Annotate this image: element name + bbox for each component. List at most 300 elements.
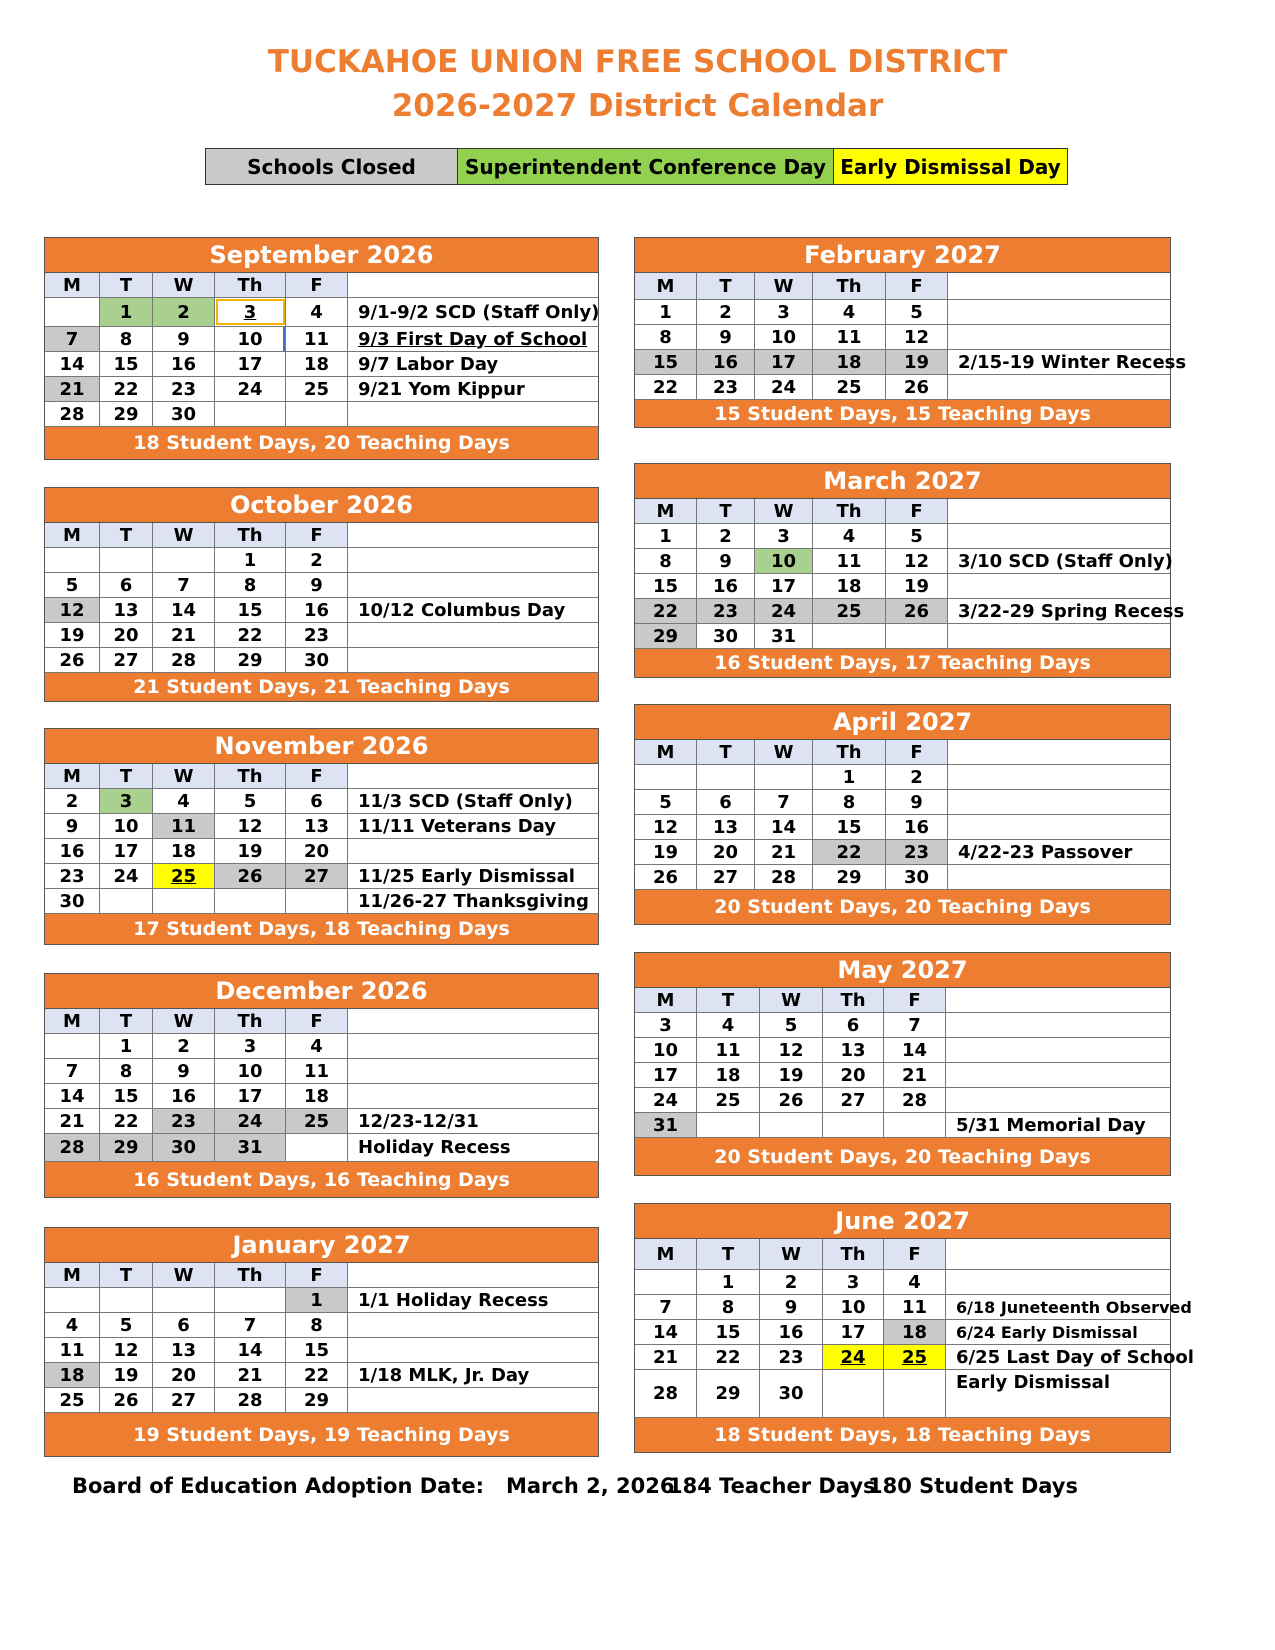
- legend-early-dismissal-day: Early Dismissal Day: [834, 149, 1067, 184]
- day-cell: 30: [153, 1134, 215, 1161]
- day-cell: [286, 402, 348, 426]
- week-row: [45, 1059, 598, 1084]
- legend-schools-closed: Schools Closed: [206, 149, 458, 184]
- week-row: [635, 840, 1170, 865]
- day-cell: 5: [886, 524, 948, 548]
- calendar-jun: [634, 1203, 1194, 1453]
- day-cell: 8: [635, 325, 697, 349]
- day-cell: 3: [215, 298, 286, 326]
- day-cell: 2: [886, 765, 948, 789]
- day-cell: 18: [813, 574, 886, 598]
- day-cell: 27: [286, 864, 348, 888]
- notes-header: [348, 273, 597, 297]
- weekday-header: M: [45, 764, 100, 788]
- day-cell: 12: [215, 814, 286, 838]
- day-cell: 18: [153, 839, 215, 863]
- day-cell: 3: [635, 1013, 697, 1037]
- day-cell: [635, 765, 697, 789]
- week-row: [635, 1370, 1170, 1418]
- day-cell: 9: [45, 814, 100, 838]
- day-cell: 9: [886, 790, 948, 814]
- day-cell: 18: [697, 1063, 760, 1087]
- day-cell: 16: [697, 350, 755, 374]
- day-cell: 31: [215, 1134, 286, 1161]
- day-cell: 19: [760, 1063, 823, 1087]
- day-cell: 28: [153, 648, 215, 672]
- event-note: [948, 765, 1169, 789]
- day-cell: 22: [635, 375, 697, 399]
- weekday-header: Th: [813, 740, 886, 764]
- day-cell: 25: [884, 1345, 946, 1369]
- day-cell: 10: [755, 325, 813, 349]
- day-cell: 15: [635, 350, 697, 374]
- weekday-header: F: [286, 273, 348, 297]
- week-row: [45, 352, 598, 377]
- event-note: [348, 1034, 597, 1058]
- week-row: [635, 1038, 1170, 1063]
- weekday-header-row: [635, 499, 1170, 524]
- day-cell: 16: [760, 1320, 823, 1344]
- day-cell: 12: [100, 1338, 153, 1362]
- month-title: March 2027: [635, 464, 1170, 499]
- day-cell: 9: [153, 327, 215, 351]
- event-note: 3/10 SCD (Staff Only): [958, 550, 1173, 572]
- event-note: [948, 524, 1169, 548]
- day-cell: 25: [286, 377, 348, 401]
- day-cell: 26: [100, 1388, 153, 1412]
- day-cell: 3: [215, 1034, 286, 1058]
- day-cell: 29: [100, 1134, 153, 1161]
- week-row: [45, 548, 598, 573]
- event-note: [948, 375, 1169, 399]
- day-cell: 9: [697, 325, 755, 349]
- day-cell: 12: [635, 815, 697, 839]
- day-cell: 1: [697, 1270, 760, 1294]
- weekday-header: W: [153, 1009, 215, 1033]
- day-cell: 8: [215, 573, 286, 597]
- day-cell: 30: [760, 1370, 823, 1417]
- day-cell: 23: [45, 864, 100, 888]
- weekday-header: W: [755, 499, 813, 523]
- calendar-subtitle: 2026-2027 District Calendar: [391, 88, 884, 124]
- day-cell: 15: [697, 1320, 760, 1344]
- calendar-sep: [44, 237, 599, 460]
- week-row: [635, 865, 1170, 890]
- month-title: February 2027: [635, 238, 1170, 273]
- day-cell: 14: [635, 1320, 697, 1344]
- weekday-header: F: [884, 988, 946, 1012]
- event-note: [948, 865, 1169, 889]
- week-row: [45, 573, 598, 598]
- day-cell: 1: [635, 300, 697, 324]
- day-cell: 4: [45, 1313, 100, 1337]
- day-cell: [286, 1134, 348, 1161]
- day-cell: 24: [755, 375, 813, 399]
- day-cell: 24: [215, 1109, 286, 1133]
- week-row: [45, 839, 598, 864]
- week-row: [635, 375, 1170, 400]
- day-cell: 16: [153, 352, 215, 376]
- day-cell: 6: [153, 1313, 215, 1337]
- day-cell: 22: [635, 599, 697, 623]
- day-cell: 8: [286, 1313, 348, 1337]
- month-title: November 2026: [45, 729, 598, 764]
- week-row: [45, 814, 598, 839]
- weekday-header: T: [100, 523, 153, 547]
- day-cell: 5: [100, 1313, 153, 1337]
- day-cell: 20: [286, 839, 348, 863]
- weekday-header: M: [635, 1239, 697, 1269]
- day-cell: 7: [45, 1059, 100, 1083]
- day-cell: [215, 1288, 286, 1312]
- event-note: [948, 624, 1169, 648]
- day-cell: 27: [100, 648, 153, 672]
- day-cell: 2: [153, 1034, 215, 1058]
- weekday-header: W: [153, 764, 215, 788]
- day-cell: 27: [153, 1388, 215, 1412]
- weekday-header-row: [635, 740, 1170, 765]
- notes-header: [348, 764, 597, 788]
- day-cell: 27: [697, 865, 755, 889]
- week-row: [45, 598, 598, 623]
- week-row: [45, 1363, 598, 1388]
- day-cell: 24: [100, 864, 153, 888]
- day-cell: [697, 765, 755, 789]
- day-cell: 30: [45, 889, 100, 913]
- notes-header: [348, 1263, 597, 1287]
- day-cell: 10: [100, 814, 153, 838]
- event-note: Early Dismissal: [956, 1372, 1110, 1393]
- weekday-header: Th: [215, 1263, 286, 1287]
- week-row: [635, 1063, 1170, 1088]
- notes-header: [948, 273, 1169, 299]
- day-cell: 17: [823, 1320, 884, 1344]
- day-cell: 8: [813, 790, 886, 814]
- day-cell: 12: [886, 549, 948, 573]
- calendar-apr: [634, 704, 1171, 925]
- day-cell: [697, 1113, 760, 1137]
- day-cell: [100, 1288, 153, 1312]
- day-cell: [45, 1288, 100, 1312]
- week-row: [635, 599, 1185, 624]
- weekday-header: W: [755, 273, 813, 299]
- day-cell: 19: [45, 623, 100, 647]
- notes-header: [946, 1239, 1169, 1269]
- day-cell: [153, 1288, 215, 1312]
- adoption-date: [72, 1474, 674, 1498]
- event-note: [946, 1063, 1169, 1087]
- notes-header: [948, 499, 1169, 523]
- day-cell: 25: [697, 1088, 760, 1112]
- day-cell: 11: [697, 1038, 760, 1062]
- day-cell: 19: [635, 840, 697, 864]
- weekday-header: T: [697, 740, 755, 764]
- day-cell: [813, 624, 886, 648]
- day-cell: 24: [823, 1345, 884, 1369]
- day-cell: 22: [100, 1109, 153, 1133]
- event-note: 4/22-23 Passover: [958, 841, 1133, 863]
- day-cell: 7: [755, 790, 813, 814]
- day-cell: 22: [813, 840, 886, 864]
- day-cell: 7: [635, 1295, 697, 1319]
- day-cell: 22: [215, 623, 286, 647]
- week-row: [635, 1270, 1170, 1295]
- day-cell: 5: [215, 789, 286, 813]
- day-cell: 2: [153, 298, 215, 326]
- day-cell: 8: [100, 327, 153, 351]
- day-cell: 10: [215, 327, 286, 351]
- event-note: 3/22-29 Spring Recess: [958, 600, 1185, 622]
- month-day-count: 16 Student Days, 16 Teaching Days: [45, 1162, 598, 1197]
- weekday-header: W: [153, 1263, 215, 1287]
- adoption-date-value: March 2, 2026: [505, 1474, 675, 1498]
- calendar-may: [634, 952, 1171, 1176]
- event-note: [948, 325, 1169, 349]
- notes-header: [948, 740, 1169, 764]
- day-cell: 23: [697, 599, 755, 623]
- day-cell: 19: [886, 350, 948, 374]
- day-cell: 16: [286, 598, 348, 622]
- student-days-total: 180 Student Days: [868, 1474, 1078, 1498]
- day-cell: 20: [100, 623, 153, 647]
- day-cell: 9: [286, 573, 348, 597]
- day-cell: 11: [45, 1338, 100, 1362]
- day-cell: 10: [823, 1295, 884, 1319]
- day-cell: [215, 402, 286, 426]
- day-cell: 28: [45, 1134, 100, 1161]
- calendar-nov: [44, 728, 599, 945]
- day-cell: 12: [45, 598, 100, 622]
- week-row: [45, 402, 598, 427]
- weekday-header: M: [45, 1009, 100, 1033]
- day-cell: [215, 889, 286, 913]
- day-cell: [100, 548, 153, 572]
- day-cell: 15: [100, 1084, 153, 1108]
- weekday-header: F: [286, 1009, 348, 1033]
- day-cell: 18: [813, 350, 886, 374]
- day-cell: 21: [45, 377, 100, 401]
- week-row: [45, 298, 598, 327]
- day-cell: 26: [635, 865, 697, 889]
- week-row: [635, 549, 1173, 574]
- teacher-days-total: 184 Teacher Days: [668, 1474, 876, 1498]
- day-cell: 14: [755, 815, 813, 839]
- event-note: 6/24 Early Dismissal: [956, 1322, 1138, 1342]
- day-cell: 7: [45, 327, 100, 351]
- day-cell: 2: [286, 548, 348, 572]
- day-cell: [286, 889, 348, 913]
- day-cell: 26: [886, 599, 948, 623]
- month-title: May 2027: [635, 953, 1170, 988]
- day-cell: 21: [755, 840, 813, 864]
- day-cell: 9: [153, 1059, 215, 1083]
- day-cell: 3: [823, 1270, 884, 1294]
- day-cell: 6: [100, 573, 153, 597]
- legend: [205, 148, 1068, 185]
- day-cell: 15: [100, 352, 153, 376]
- day-cell: 17: [755, 350, 813, 374]
- day-cell: 25: [813, 375, 886, 399]
- week-row: [45, 889, 598, 914]
- day-cell: [153, 548, 215, 572]
- day-cell: 18: [884, 1320, 946, 1344]
- day-cell: 13: [286, 814, 348, 838]
- day-cell: 14: [215, 1338, 286, 1362]
- calendar-feb: [634, 237, 1187, 428]
- event-note: 9/7 Labor Day: [358, 353, 499, 375]
- day-cell: 11: [286, 1059, 348, 1083]
- day-cell: 27: [823, 1088, 884, 1112]
- week-row: [635, 1295, 1192, 1320]
- day-cell: 23: [153, 1109, 215, 1133]
- day-cell: 18: [286, 352, 348, 376]
- week-row: [45, 789, 598, 814]
- weekday-header: T: [100, 764, 153, 788]
- day-cell: 6: [697, 790, 755, 814]
- day-cell: 28: [884, 1088, 946, 1112]
- weekday-header-row: [45, 523, 598, 548]
- day-cell: 13: [100, 598, 153, 622]
- day-cell: 11: [153, 814, 215, 838]
- day-cell: 19: [100, 1363, 153, 1387]
- day-cell: 20: [697, 840, 755, 864]
- event-note: [348, 1388, 597, 1412]
- day-cell: 22: [286, 1363, 348, 1387]
- day-cell: 17: [755, 574, 813, 598]
- month-title: April 2027: [635, 705, 1170, 740]
- day-cell: 1: [635, 524, 697, 548]
- day-cell: 23: [286, 623, 348, 647]
- weekday-header-row: [635, 988, 1170, 1013]
- week-row: [635, 624, 1170, 649]
- event-note: [946, 1013, 1169, 1037]
- weekday-header: T: [697, 988, 760, 1012]
- notes-header: [348, 523, 597, 547]
- event-note: 11/3 SCD (Staff Only): [358, 790, 573, 812]
- day-cell: 26: [886, 375, 948, 399]
- event-note: [348, 1338, 597, 1362]
- calendar-oct: [44, 487, 599, 702]
- event-note: Holiday Recess: [358, 1137, 511, 1158]
- day-cell: 30: [286, 648, 348, 672]
- weekday-header: T: [100, 1263, 153, 1287]
- week-row: [635, 1013, 1170, 1038]
- day-cell: 21: [45, 1109, 100, 1133]
- legend-superintendent-conference-day: Superintendent Conference Day: [458, 149, 834, 184]
- day-cell: 5: [635, 790, 697, 814]
- day-cell: 1: [100, 1034, 153, 1058]
- day-cell: 2: [45, 789, 100, 813]
- day-cell: [884, 1113, 946, 1137]
- day-cell: 8: [635, 549, 697, 573]
- week-row: [635, 350, 1187, 375]
- weekday-header: F: [886, 499, 948, 523]
- weekday-header: Th: [215, 1009, 286, 1033]
- event-note: [948, 815, 1169, 839]
- day-cell: 29: [100, 402, 153, 426]
- day-cell: 18: [286, 1084, 348, 1108]
- day-cell: 11: [884, 1295, 946, 1319]
- day-cell: 7: [215, 1313, 286, 1337]
- day-cell: 1: [215, 548, 286, 572]
- weekday-header: M: [635, 273, 697, 299]
- day-cell: 17: [215, 352, 286, 376]
- month-title: September 2026: [45, 238, 598, 273]
- day-cell: 30: [697, 624, 755, 648]
- week-row: [635, 1113, 1170, 1138]
- weekday-header: F: [286, 764, 348, 788]
- day-cell: 4: [286, 298, 348, 326]
- weekday-header: M: [635, 740, 697, 764]
- month-day-count: 19 Student Days, 19 Teaching Days: [45, 1413, 598, 1456]
- day-cell: 14: [45, 352, 100, 376]
- week-row: [635, 1320, 1170, 1345]
- week-row: [635, 765, 1170, 790]
- weekday-header-row: [45, 273, 598, 298]
- weekday-header: W: [153, 273, 215, 297]
- day-cell: 22: [100, 377, 153, 401]
- day-cell: [45, 548, 100, 572]
- event-note: 1/1 Holiday Recess: [358, 1289, 549, 1311]
- weekday-header: W: [760, 1239, 823, 1269]
- event-note: [348, 1313, 597, 1337]
- day-cell: 9: [697, 549, 755, 573]
- weekday-header: Th: [215, 764, 286, 788]
- day-cell: 11: [813, 549, 886, 573]
- month-title: January 2027: [45, 1228, 598, 1263]
- event-note: [348, 839, 597, 863]
- weekday-header: M: [45, 273, 100, 297]
- day-cell: 25: [45, 1388, 100, 1412]
- day-cell: 28: [755, 865, 813, 889]
- weekday-header: T: [100, 273, 153, 297]
- weekday-header-row: [635, 1239, 1170, 1270]
- weekday-header: M: [45, 1263, 100, 1287]
- weekday-header: Th: [813, 499, 886, 523]
- month-day-count: 17 Student Days, 18 Teaching Days: [45, 914, 598, 944]
- month-title: December 2026: [45, 974, 598, 1009]
- calendar-jan: [44, 1227, 599, 1457]
- event-note: 5/31 Memorial Day: [956, 1114, 1146, 1136]
- day-cell: 16: [45, 839, 100, 863]
- month-day-count: 21 Student Days, 21 Teaching Days: [45, 673, 598, 701]
- day-cell: 10: [755, 549, 813, 573]
- day-cell: 4: [153, 789, 215, 813]
- weekday-header-row: [45, 1009, 598, 1034]
- event-note: [948, 790, 1169, 814]
- event-note: 9/1-9/2 SCD (Staff Only): [358, 301, 600, 323]
- weekday-header: M: [635, 499, 697, 523]
- day-cell: 13: [697, 815, 755, 839]
- day-cell: 15: [286, 1338, 348, 1362]
- weekday-header-row: [45, 764, 598, 789]
- day-cell: 8: [100, 1059, 153, 1083]
- month-day-count: 20 Student Days, 20 Teaching Days: [635, 890, 1170, 924]
- day-cell: 14: [45, 1084, 100, 1108]
- event-note: [946, 1088, 1169, 1112]
- event-note: 10/12 Columbus Day: [358, 599, 566, 621]
- event-note: [348, 1059, 597, 1083]
- day-cell: 16: [886, 815, 948, 839]
- day-cell: 25: [813, 599, 886, 623]
- day-cell: 11: [813, 325, 886, 349]
- day-cell: [884, 1370, 946, 1417]
- month-day-count: 20 Student Days, 20 Teaching Days: [635, 1138, 1170, 1175]
- day-cell: 12: [760, 1038, 823, 1062]
- weekday-header: T: [100, 1009, 153, 1033]
- week-row: [45, 1134, 598, 1162]
- month-day-count: 18 Student Days, 18 Teaching Days: [635, 1418, 1170, 1452]
